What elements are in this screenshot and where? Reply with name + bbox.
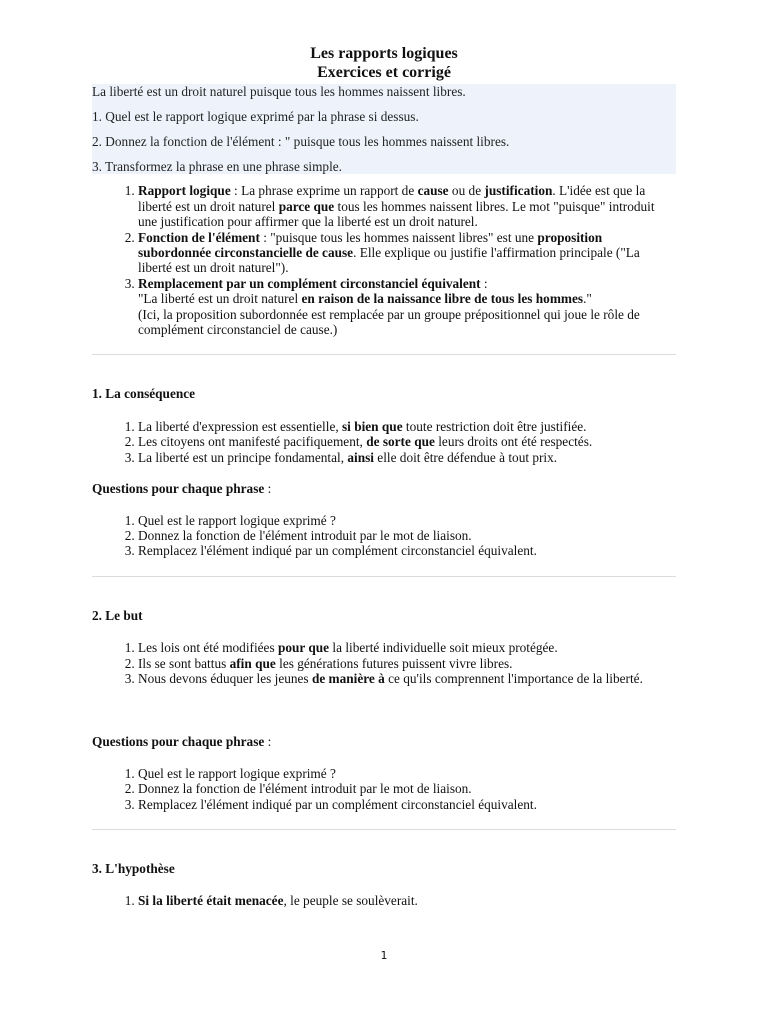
- section-but-sentences: [92, 640, 676, 686]
- section-heading-but: 2. Le but: [92, 607, 143, 623]
- list-item: 3. Nous devons éduquer les jeunes de manière à ce qu'ils comprennent l'importance de la liberté.: [138, 671, 676, 686]
- exercise-question-2: 2. Donnez la fonction de l'élément : " puisque tous les hommes naissent libres.: [92, 134, 510, 149]
- answer-item-3: 3. Remplacement par un complément circonstanciel équivalent : "La liberté est un droit naturel en raison de la naissance libre de tous les hommes." (Ici, la proposition subordonnée est remplacée par un groupe prépositionnel qui joue le rôle de complément circonstanciel de cause.): [138, 276, 676, 338]
- title-line-1: Les rapports logiques: [310, 45, 458, 62]
- section-heading-hypothese: 3. L'hypothèse: [92, 860, 175, 876]
- list-item: 1. Les lois ont été modifiées pour que la liberté individuelle soit mieux protégée.: [138, 640, 676, 655]
- list-item: 2. Donnez la fonction de l'élément introduit par le mot de liaison.: [138, 781, 676, 796]
- exercise-question-1: 1. Quel est le rapport logique exprimé par la phrase si dessus.: [92, 109, 419, 124]
- list-item: 2. Ils se sont battus afin que les générations futures puissent vivre libres.: [138, 656, 676, 671]
- questions-list: [92, 766, 676, 812]
- exercise-block: [92, 84, 676, 174]
- list-item: 2. Les citoyens ont manifesté pacifiquement, de sorte que leurs droits ont été respectés.: [138, 434, 676, 449]
- list-item: 3. Remplacez l'élément indiqué par un complément circonstanciel équivalent.: [138, 797, 676, 812]
- divider: [92, 576, 676, 577]
- divider: [92, 829, 676, 830]
- list-item: 1. Quel est le rapport logique exprimé ?: [138, 766, 676, 781]
- section-consequence-sentences: [92, 419, 676, 465]
- exercise-question-3: 3. Transformez la phrase en une phrase simple.: [92, 159, 342, 174]
- exercise-sentence: La liberté est un droit naturel puisque tous les hommes naissent libres.: [92, 84, 466, 99]
- list-item: 3. La liberté est un principe fondamental, ainsi elle doit être défendue à tout prix.: [138, 450, 676, 465]
- section-hypothese-sentences: [92, 893, 676, 908]
- list-item: 1. Quel est le rapport logique exprimé ?: [138, 513, 676, 528]
- questions-heading: Questions pour chaque phrase :: [92, 734, 272, 750]
- section-heading-consequence: 1. La conséquence: [92, 386, 196, 402]
- answer-item-2: 2. Fonction de l'élément : "puisque tous les hommes naissent libres" est une proposition subordonnée circonstancielle de cause. Elle explique ou justifie l'affirmation principale ("La liberté est un droit naturel").: [138, 230, 676, 276]
- questions-list: [92, 513, 676, 559]
- document-content: [92, 44, 676, 909]
- list-item: 1. Si la liberté était menacée, le peuple se soulèverait.: [138, 893, 676, 908]
- list-item: 1. La liberté d'expression est essentielle, si bien que toute restriction doit être justifiée.: [138, 419, 676, 434]
- list-item: 3. Remplacez l'élément indiqué par un complément circonstanciel équivalent.: [138, 543, 676, 558]
- title-line-2: Exercices et corrigé: [317, 64, 451, 81]
- divider: [92, 354, 676, 355]
- answers-list: [92, 183, 676, 337]
- list-item: 2. Donnez la fonction de l'élément introduit par le mot de liaison.: [138, 528, 676, 543]
- questions-heading: Questions pour chaque phrase :: [92, 481, 272, 497]
- answer-item-1: 1. Rapport logique : La phrase exprime un rapport de cause ou de justification. L'idée est que la liberté est un droit naturel parce que tous les hommes naissent libres. Le mot "puisque" introduit une justification pour affirmer que la liberté est un droit naturel.: [138, 183, 676, 229]
- page-number: 1: [380, 949, 388, 962]
